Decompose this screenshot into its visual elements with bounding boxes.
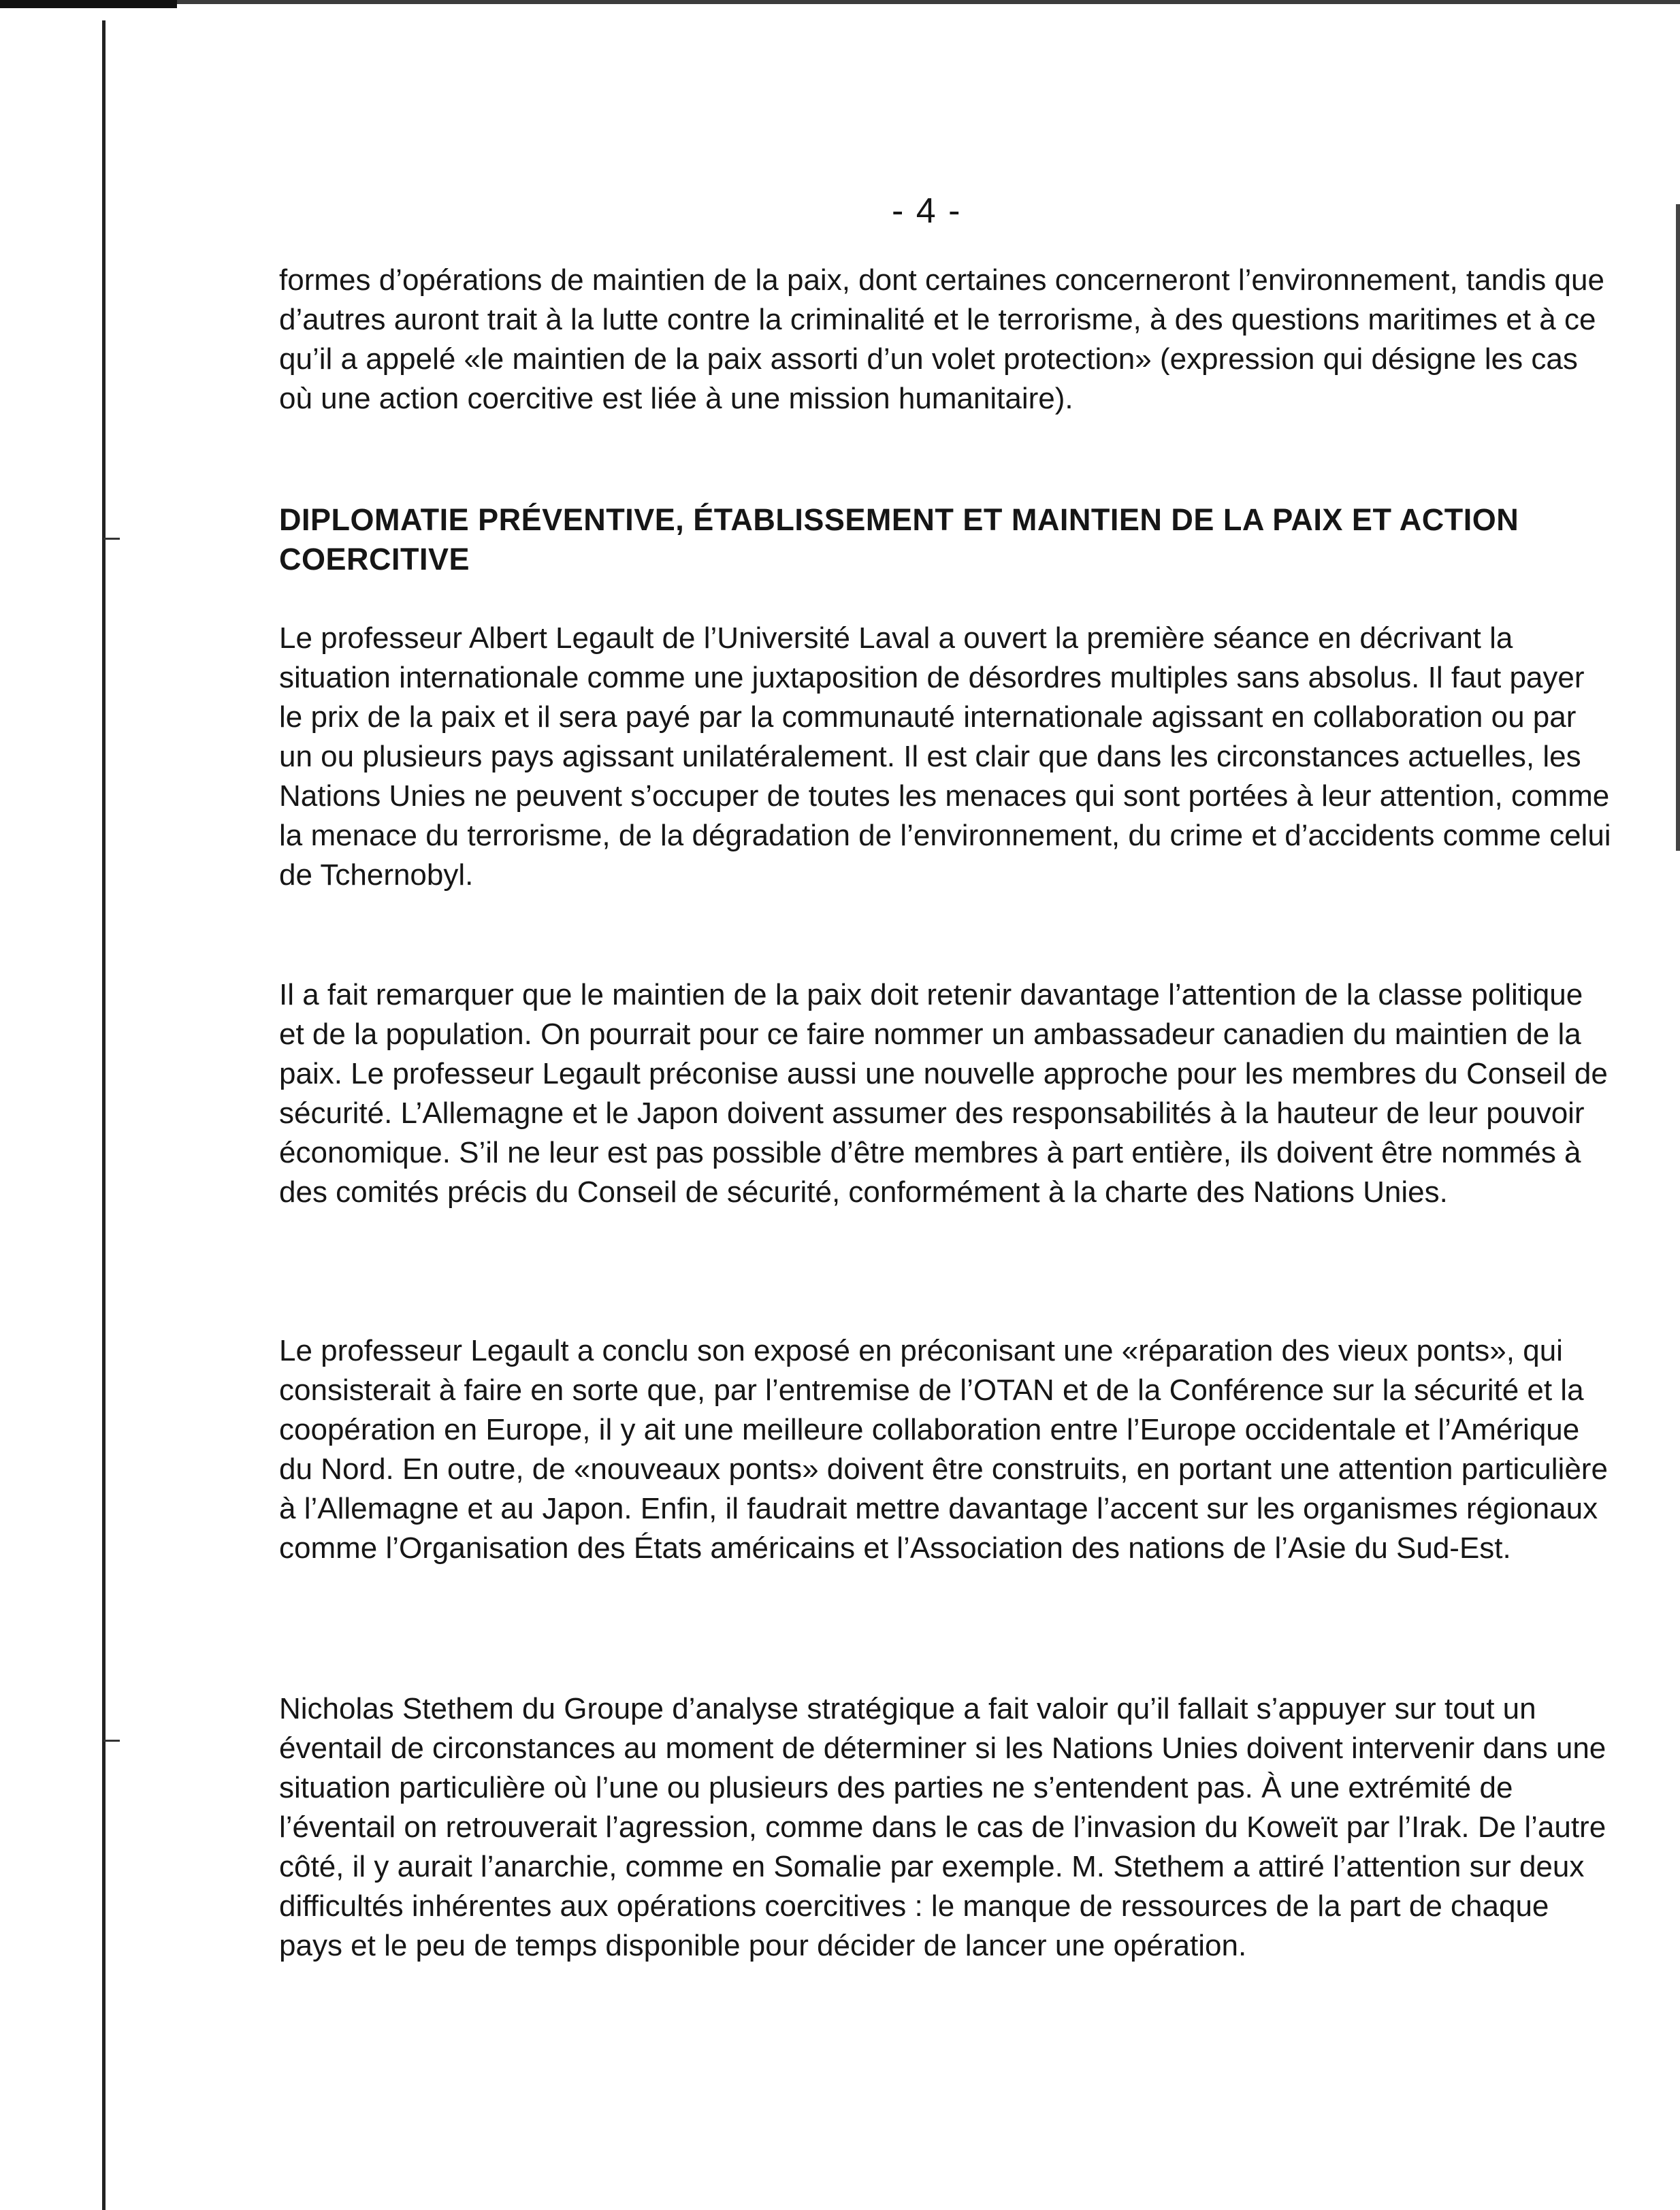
scan-left-tick [103, 1740, 120, 1742]
section-heading: DIPLOMATIE PRÉVENTIVE, ÉTABLISSEMENT ET MAINTIEN DE LA PAIX ET ACTION COERCITIVE [279, 502, 1519, 576]
paragraph-legault-peacekeeping: Il a fait remarquer que le maintien de la paix doit retenir davantage l’attention de la classe politique et de la population. On pourrait pour ce faire nommer un ambassadeur canadien du maintien de la paix. Le professeur Legault préconise aussi une nouvelle approche pour les membres du Conseil de sécurité. L’Allemagne et le Japon doivent assumer des responsabilités à la hauteur de leur pouvoir économique. S’il ne leur est pas possible d’être membres à part entière, ils doivent être nommés à des comités précis du Conseil de sécurité, conformément à la charte des Nations Unies. [279, 978, 1608, 1209]
scan-right-edge [1676, 204, 1680, 851]
scan-top-edge-dark [0, 0, 177, 8]
intro-paragraph: formes d’opérations de maintien de la paix, dont certaines concerneront l’environnement, tandis que d’autres auront trait à la lutte contre la criminalité et le terrorisme, à des questions maritimes et à ce qu’il a appelé «le maintien de la paix assorti d’un volet protection» (expression qui désigne les cas où une action coercitive est liée à une mission humanitaire). [279, 263, 1604, 415]
paragraph-legault-bridges: Le professeur Legault a conclu son exposé en préconisant une «réparation des vieux ponts», qui consisterait à faire en sorte que, par l’entremise de l’OTAN et de la Conférence sur la sécurité et la coopération en Europe, il y ait une meilleure collaboration entre l’Europe occidentale et l’Amérique du Nord. En outre, de «nouveaux ponts» doivent être construits, en portant une attention particulière à l’Allemagne et au Japon. Enfin, il faudrait mettre davantage l’accent sur les organismes régionaux comme l’Organisation des États américains et l’Association des nations de l’Asie du Sud-Est. [279, 1334, 1608, 1565]
scan-left-edge [102, 20, 106, 2210]
scan-left-tick [103, 538, 120, 540]
paragraph-legault-intro: Le professeur Albert Legault de l’Université Laval a ouvert la première séance en décrivant la situation internationale comme une juxtaposition de désordres multiples sans absolus. Il faut payer le prix de la paix et il sera payé par la communauté internationale agissant en collaboration ou par un ou plusieurs pays agissant unilatéralement. Il est clair que dans les circonstances actuelles, les Nations Unies ne peuvent s’occuper de toutes les menaces qui sont portées à leur attention, comme la menace du terrorisme, de la dégradation de l’environnement, du crime et d’accidents comme celui de Tchernobyl. [279, 621, 1611, 892]
paragraph-stethem: Nicholas Stethem du Groupe d’analyse stratégique a fait valoir qu’il fallait s’appuyer sur tout un éventail de circonstances au moment de déterminer si les Nations Unies doivent intervenir dans une situation particulière où l’une ou plusieurs des parties ne s’entendent pas. À une extrémité de l’éventail on retrouverait l’agression, comme dans le cas de l’invasion du Koweït par l’Irak. De l’autre côté, il y aurait l’anarchie, comme en Somalie par exemple. M. Stethem a attiré l’attention sur deux difficultés inhérentes aux opérations coercitives : le manque de ressources de la part de chaque pays et le peu de temps disponible pour décider de lancer une opération. [279, 1692, 1606, 1962]
scan-top-edge [0, 0, 1680, 4]
page-number: - 4 - [892, 191, 962, 231]
